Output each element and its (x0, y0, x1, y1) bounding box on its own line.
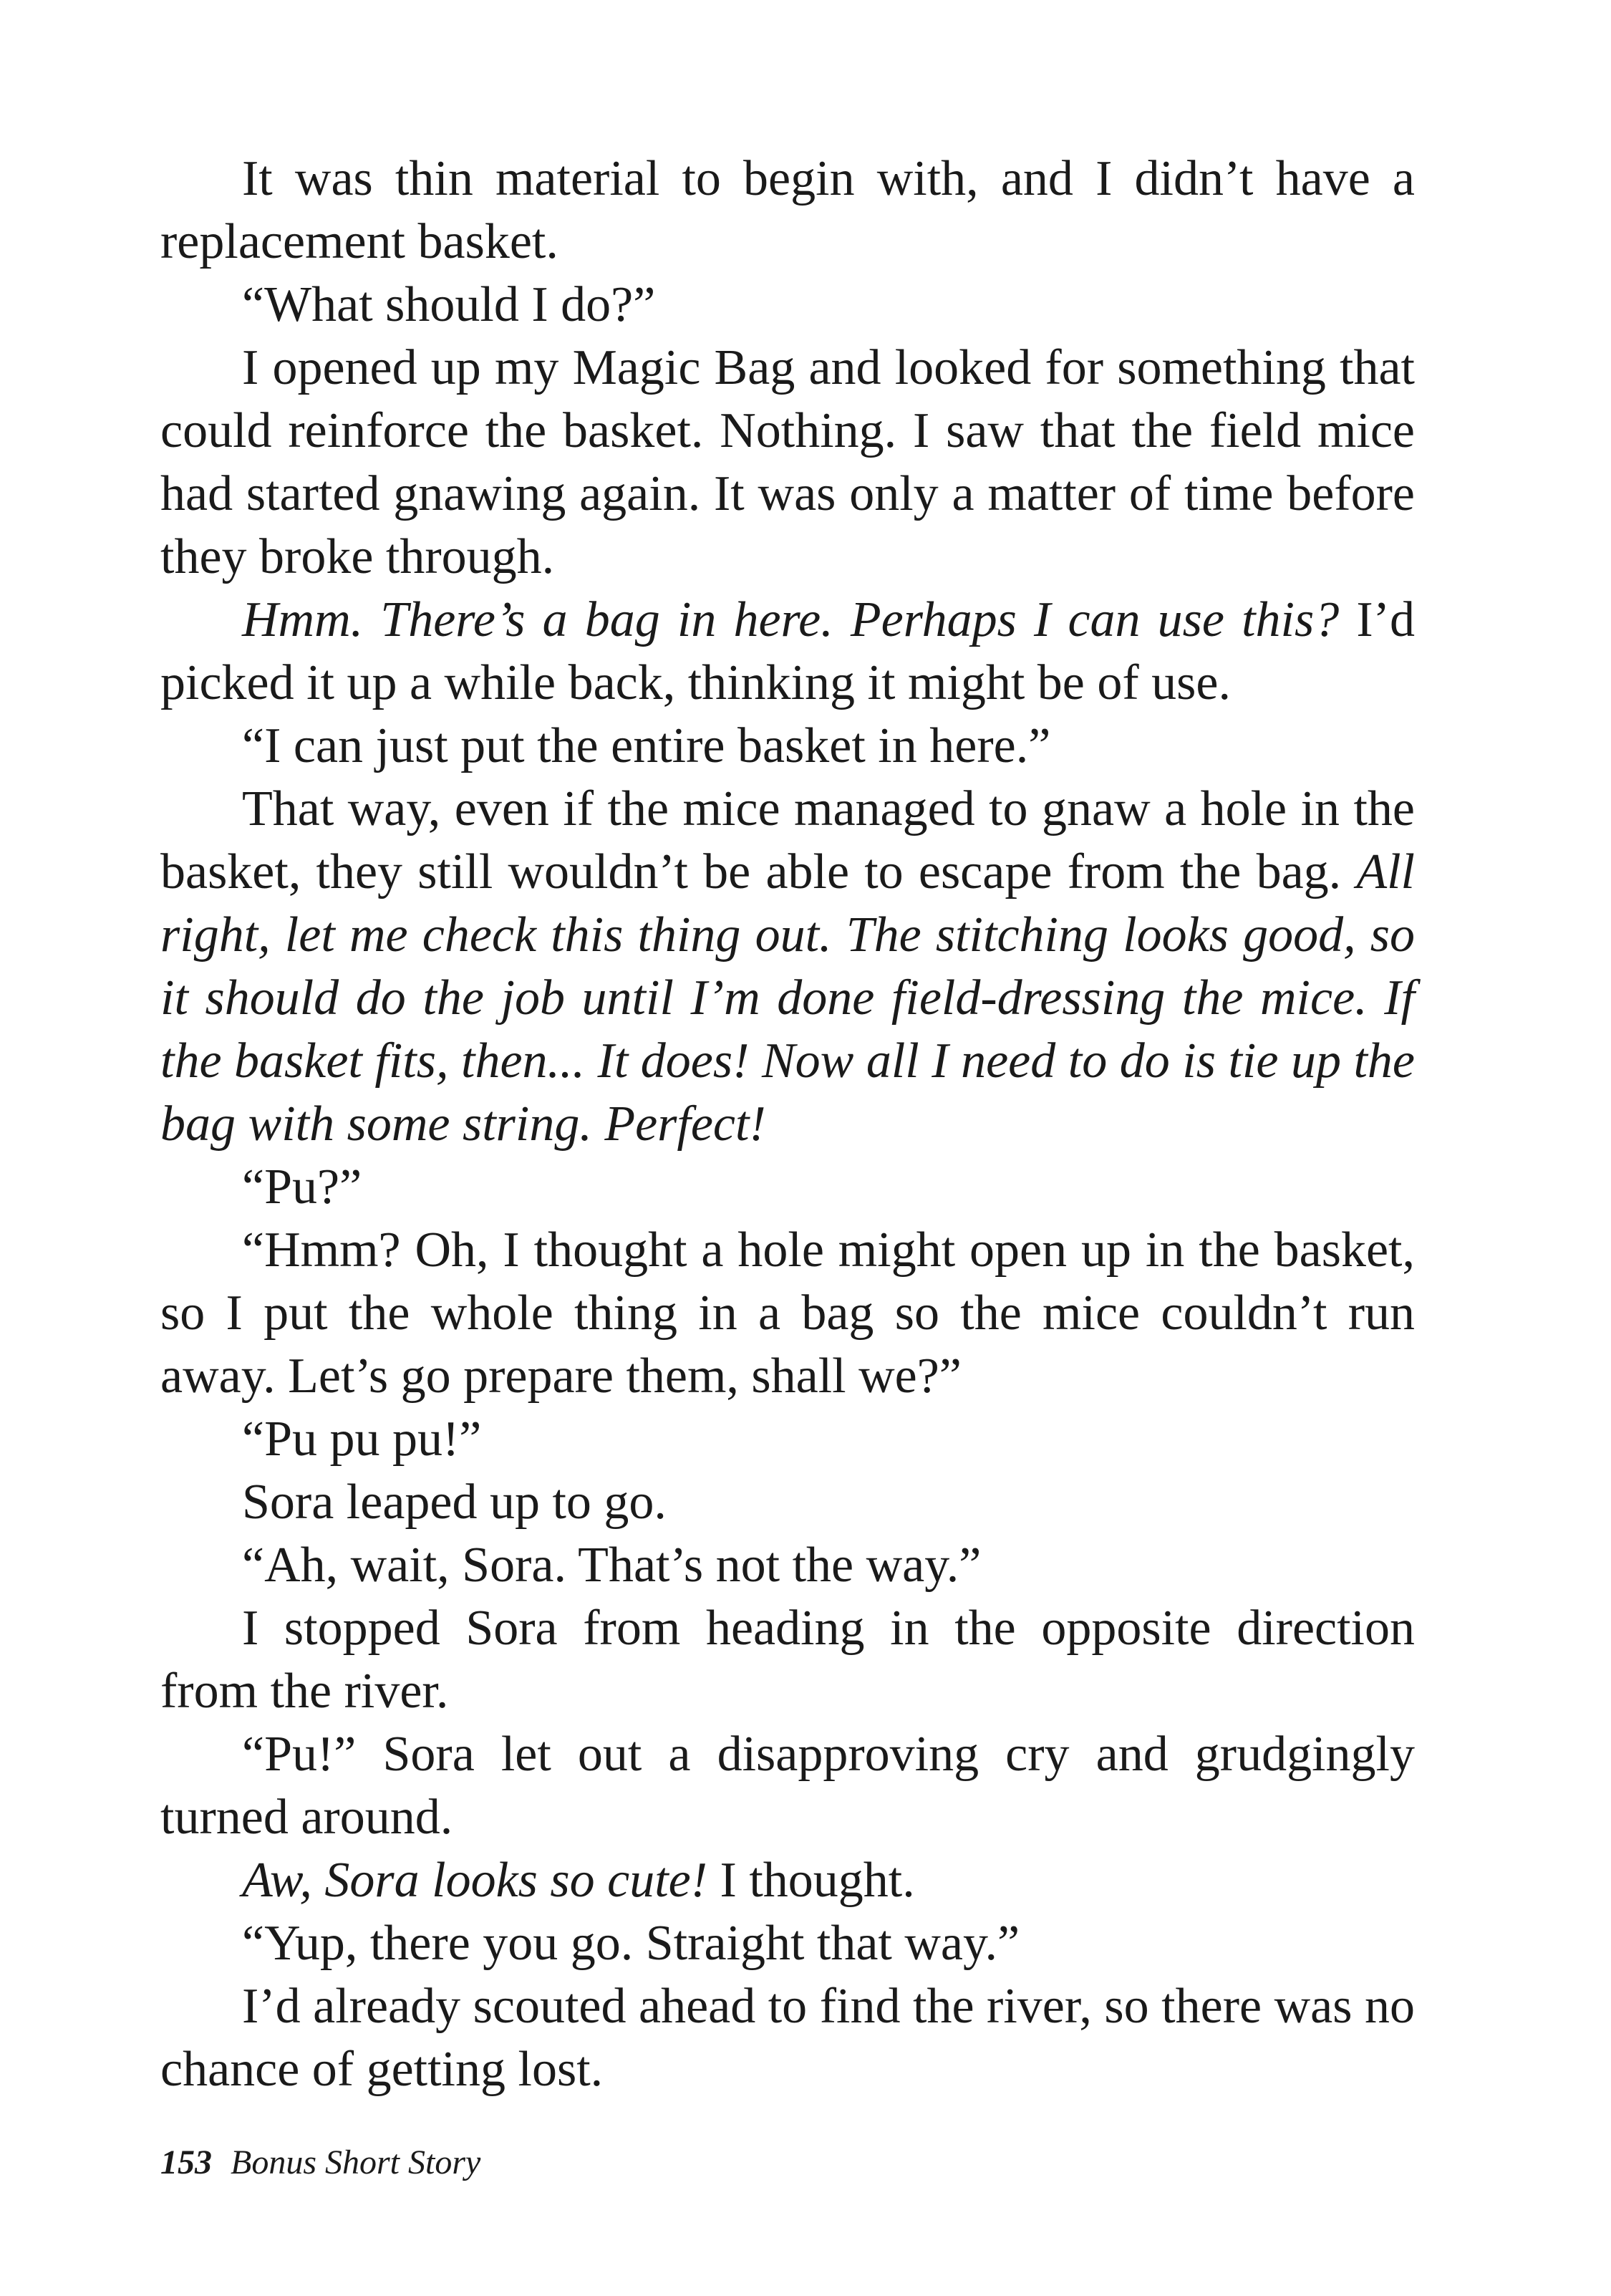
paragraph (160, 1597, 1415, 1723)
text-run: I opened up my Magic Bag and looked for something that could reinforce the basket. Nothing. I saw that the field mice had started gnawing again. It was only a matter of time before they broke through. (160, 340, 1415, 584)
text-run: “Pu pu pu!” (242, 1412, 482, 1467)
text-run: I’d picked it up a while back, thinking it might be of use. (160, 592, 1415, 710)
paragraph (160, 148, 1415, 274)
text-run: I thought. (707, 1853, 915, 1908)
text-run: “Yup, there you go. Straight that way.” (242, 1916, 1020, 1971)
paragraph (160, 1156, 1415, 1219)
paragraph (160, 337, 1415, 589)
text-run: Sora leaped up to go. (242, 1475, 667, 1530)
paragraph (160, 1723, 1415, 1849)
text-run: That way, even if the mice managed to gnaw a hole in the basket, they still wouldn’t be able to escape from the bag. (160, 781, 1415, 899)
paragraph (160, 1849, 1415, 1912)
section-title: Bonus Short Story (231, 2143, 481, 2181)
text-run: I stopped Sora from heading in the opposite direction from the river. (160, 1601, 1415, 1719)
paragraph (160, 1408, 1415, 1471)
italic-text-run: All right, let me check this thing out. The stitching looks good, so it should do the job until I’m done field-dressing the mice. If the basket fits, then... It does! Now all I need to do is tie up the bag with some string. Perfect! (160, 844, 1415, 1152)
paragraph (160, 1534, 1415, 1597)
page-footer (160, 2143, 480, 2183)
text-run: “Pu?” (242, 1159, 362, 1215)
paragraph (160, 274, 1415, 337)
paragraph (160, 1471, 1415, 1534)
paragraph (160, 778, 1415, 1156)
text-run: “What should I do?” (242, 277, 656, 332)
paragraph (160, 589, 1415, 715)
text-run: “Hmm? Oh, I thought a hole might open up in the basket, so I put the whole thing in a bag so the mice couldn’t run away. Let’s go prepare them, shall we?” (160, 1222, 1415, 1404)
paragraph (160, 1912, 1415, 1975)
text-run: “I can just put the entire basket in here.” (242, 718, 1051, 773)
italic-text-run: Hmm. There’s a bag in here. Perhaps I can use this? (242, 592, 1340, 647)
paragraph (160, 1219, 1415, 1408)
paragraph (160, 715, 1415, 778)
page-number: 153 (160, 2143, 212, 2181)
text-run: It was thin material to begin with, and I didn’t have a replacement basket. (160, 151, 1415, 269)
text-run: “Pu!” Sora let out a disapproving cry and grudgingly turned around. (160, 1727, 1415, 1845)
paragraph (160, 1975, 1415, 2101)
italic-text-run: Aw, Sora looks so cute! (242, 1853, 708, 1908)
body-text (160, 148, 1415, 2101)
text-run: I’d already scouted ahead to find the river, so there was no chance of getting lost. (160, 1979, 1415, 2097)
text-run: “Ah, wait, Sora. That’s not the way.” (242, 1538, 982, 1593)
